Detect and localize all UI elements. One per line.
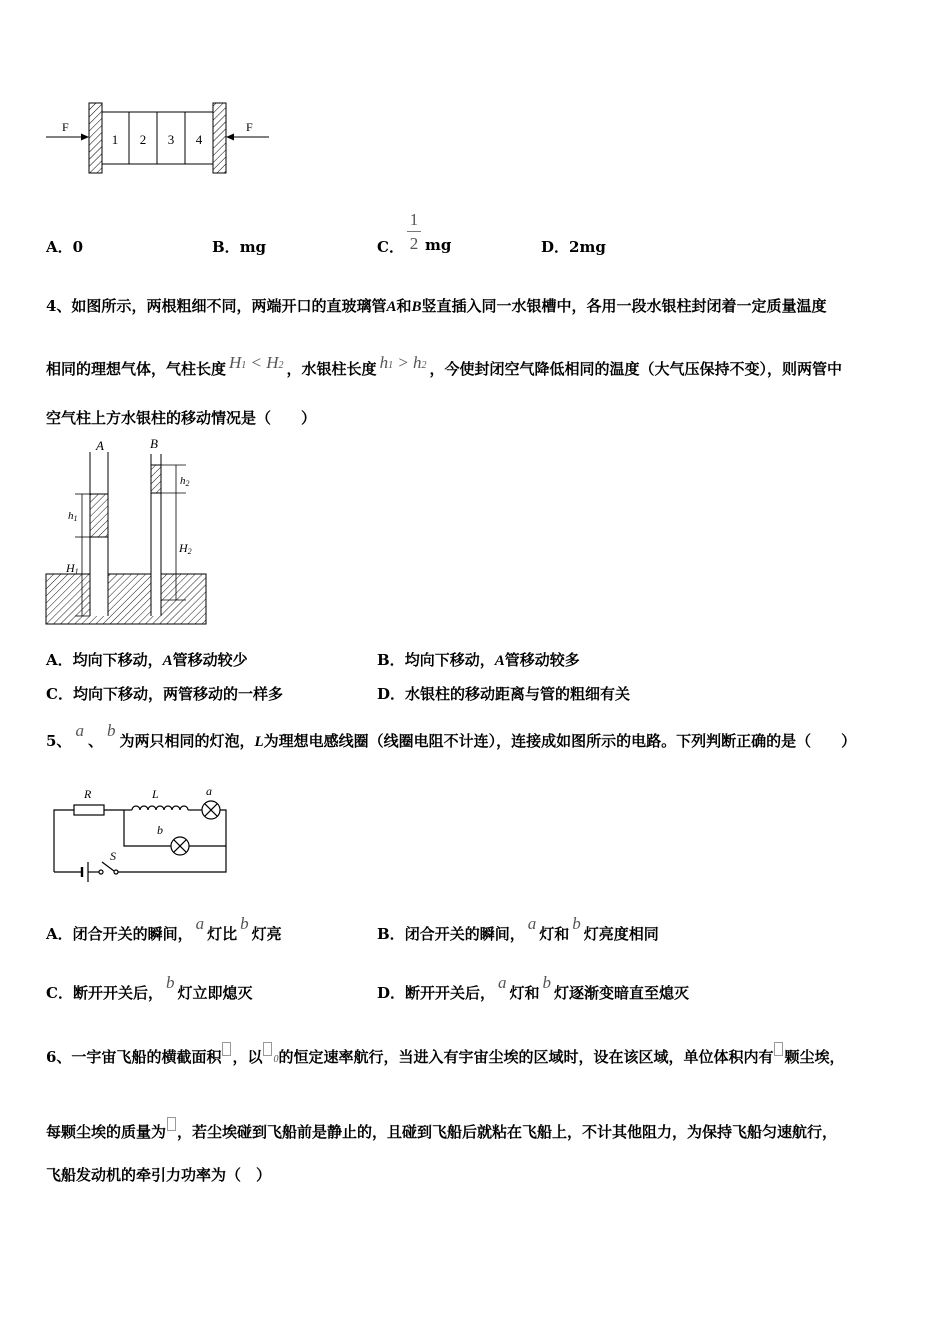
switch-label: S <box>110 849 116 863</box>
right-force-label: F <box>246 120 253 134</box>
tube-b-mercury <box>151 465 161 493</box>
h2-label: h2 <box>180 475 190 488</box>
switch-blade <box>102 862 114 871</box>
brick-4-label: 4 <box>195 132 203 147</box>
q4-option-b: B．均向下移动，A管移动较多 <box>377 651 580 669</box>
missing-symbol-velocity <box>263 1042 272 1056</box>
tubes-figure <box>40 432 220 632</box>
left-plate <box>89 103 102 173</box>
q4-line-3: 空气柱上方水银柱的移动情况是（ ） <box>46 409 317 427</box>
q5-line-1: 5、a、b为两只相同的灯泡，L为理想电感线圈（线圈电阻不计连），连接成如图所示的电路。下列判断正确的是（ ） <box>46 721 857 750</box>
q4-option-d: D．水银柱的移动距离与管的粗细有关 <box>377 685 631 703</box>
lamp-a-label: a <box>206 784 212 798</box>
h-inequality: H1 < H2 <box>229 353 284 372</box>
resistor-label: R <box>84 787 92 801</box>
brick-1-label: 1 <box>111 132 119 147</box>
q4-option-a: A．均向下移动，A管移动较少 <box>46 651 248 669</box>
inductor-label: L <box>152 787 159 801</box>
lamp-b-label: b <box>157 823 163 837</box>
q5-option-d: D．断开开关后，a灯和b灯逐渐变暗直至熄灭 <box>377 973 690 1002</box>
q3-option-a: A．0 <box>46 238 84 256</box>
q6-line-1: 6、一宇宙飞船的横截面积 ，以 0的恒定速率航行，当进入有宇宙尘埃的区域时，设在该区域，单位体积内有 颗尘埃， <box>46 1042 845 1067</box>
q6-line-2: 每颗尘埃的质量为 ，若尘埃碰到飞船前是静止的，且碰到飞船后就粘在飞船上，不计其他阻力，为保持飞船匀速航行， <box>46 1117 837 1142</box>
q6-line-3: 飞船发动机的牵引力功率为（ ） <box>46 1166 272 1184</box>
brick-2-label: 2 <box>139 132 147 147</box>
missing-symbol-n <box>774 1042 783 1056</box>
mercury-inequality: h1 > h2 <box>379 353 427 372</box>
q4-line-1: 4、如图所示，两根粗细不同，两端开口的直玻璃管A和B竖直插入同一水银槽中，各用一段水银柱封闭着一定质量温度 <box>46 297 827 315</box>
h1-label: h1 <box>68 510 78 523</box>
H1-label: H1 <box>66 561 79 576</box>
q3-option-c: C． <box>377 238 404 256</box>
q5-option-c: C．断开开关后，b灯立即熄灭 <box>46 973 253 1002</box>
tube-a-mercury <box>90 494 108 537</box>
tube-b-label: B <box>150 436 158 451</box>
q3-option-d: D．2mg <box>541 238 606 256</box>
left-force-label: F <box>62 120 69 134</box>
q3-option-b: B．mg <box>212 238 267 256</box>
tube-a-label: A <box>96 438 104 453</box>
right-plate <box>213 103 226 173</box>
q3-option-c-text: mg <box>425 236 452 254</box>
q5-option-b: B．闭合开关的瞬间，a灯和b灯亮度相同 <box>377 914 659 943</box>
q4-line-2: 相同的理想气体，气柱长度 H1 < H2 ，水银柱长度 h1 > h2 ，今使封闭空气降低相同的温度（大气压保持不变），则两管中 <box>46 353 843 378</box>
missing-symbol-area <box>222 1042 231 1056</box>
q5-option-a: A．闭合开关的瞬间，a灯比b灯亮 <box>46 914 282 943</box>
H2-label: H2 <box>179 541 192 556</box>
brick-3-label: 3 <box>167 132 175 147</box>
inductor-coil <box>132 806 188 810</box>
q3-fraction: 1 2 <box>405 209 423 254</box>
q4-option-c: C．均向下移动，两管移动的一样多 <box>46 685 283 703</box>
mercury-trough <box>46 574 206 624</box>
bricks-figure <box>40 95 280 180</box>
resistor <box>74 805 104 815</box>
circuit-figure <box>46 778 246 888</box>
missing-symbol-mass <box>167 1117 176 1131</box>
